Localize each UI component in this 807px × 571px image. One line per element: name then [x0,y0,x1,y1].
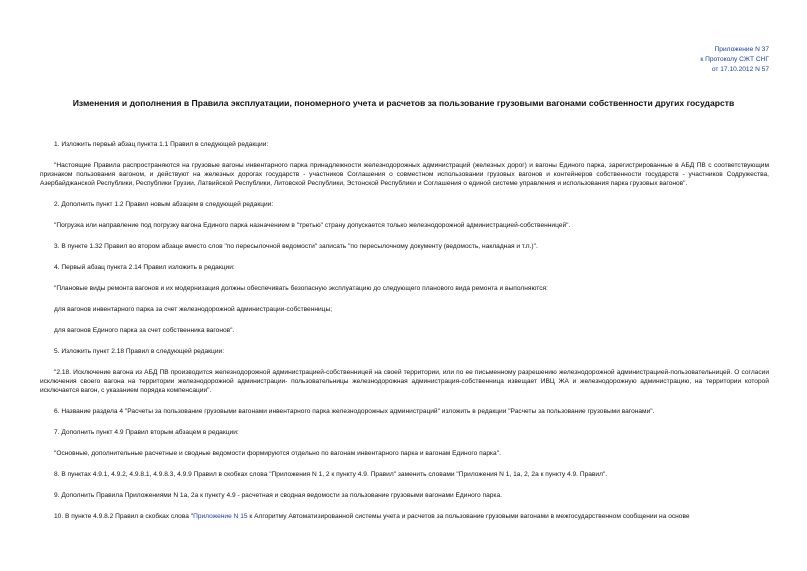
paragraph-8: для вагонов инвентарного парка за счет железнодорожной администрации-собственницы; [54,306,333,313]
appendix-15-link[interactable]: Приложение N 15 [193,513,248,520]
paragraph-17-text-start: 10. В пункте 4.9.8.2 Правил в скобках слова " [54,513,194,520]
paragraph-3: 2. Дополнить пункт 1.2 Правил новым абзацем в следующей редакции: [54,201,274,208]
paragraph-17 [40,512,769,521]
paragraph-16: 9. Дополнить Правила Приложениями N 1а, 2а к пункту 4.9 - расчетная и сводная ведомости за пользование грузовыми вагонами Единого парка. [54,492,502,499]
paragraph-1: 1. Изложить первый абзац пункта 1.1 Правил в следующей редакции: [54,141,269,148]
appendix-protocol[interactable]: к Протоколу СЖТ СНГ [700,56,769,63]
paragraph-13: 7. Дополнить пункт 4.9 Правил вторым абзацем в редакции: [54,429,239,436]
paragraph-2: "Настоящие Правила распространяются на грузовые вагоны инвентарного парка принадлежности железнодорожных администраций (железных дорог) и вагоны Единого парка, зарегистрированные в АБД ПВ с соответствующим признаком пользования вагоном, и действуют на железных дорогах государств - участников Соглашения о совместном использовании грузовых вагонов и контейнеров собственности государств - участников Содружества, Азербайджанской Республики, Республики Грузии, Латвийской Республики, Литовской Республики, Эстонской Республики и Соглашения о единой системе управления и использования парка грузовых вагонов". [40,162,769,187]
paragraph-5: 3. В пункте 1.32 Правил во втором абзаце вместо слов "по пересылочной ведомости" записать "по пересылочному документу (ведомость, накладная и т.п.)". [54,243,538,250]
appendix-number[interactable]: Приложение N 37 [714,46,769,53]
paragraph-15: 8. В пунктах 4.9.1, 4.9.2, 4.9.8.1, 4.9.8.3, 4.9.9 Правил в скобках слова "Приложения N 1, 2 к пункту 4.9. Правил" заменить словами "Приложения N 1, 1а, 2, 2а к пункту 4.9. Правил". [54,471,608,478]
paragraph-12: 6. Название раздела 4 "Расчеты за пользование грузовыми вагонами инвентарного парка железнодорожных администраций" изложить в редакции "Расчеты за пользование грузовыми вагонами". [54,408,655,415]
paragraph-11: "2.18. Исключение вагона из АБД ПВ производится железнодорожной администрацией-собственницей на своей территории, или по ее письменному разрешению железнодорожной администрацией-пользовательницей. О согласии исключения своего вагона на территории железнодорожной администрации- пользовательницы железнодорожная администрация-собственница извещает ИВЦ ЖА и железнодорожную администрацию, на территории которой исключается вагон, с указанием порядка компенсации". [40,369,769,394]
paragraph-9: для вагонов Единого парка за счет собственника вагонов". [54,327,235,334]
paragraph-4: "Погрузка или направление под погрузку вагона Единого парка назначением в "третью" страну допускается только железнодорожной администрацией-собственницей". [54,222,571,229]
paragraph-10: 5. Изложить пункт 2.18 Правил в следующей редакции: [54,348,225,355]
paragraph-6: 4. Первый абзац пункта 2.14 Правил изложить в редакции: [54,264,235,271]
document-body [40,140,769,521]
paragraph-7: "Плановые виды ремонта вагонов и их модернизация должны обеспечивать безопасную эксплуатацию до следующего планового вида ремонта и выполняются: [54,285,548,292]
appendix-date[interactable]: от 17.10.2012 N 57 [711,66,769,73]
appendix-header [700,45,769,75]
paragraph-17-text-end: к Алгоритму Автоматизированной системы учета и расчетов за пользование грузовыми вагонами в межгосударственном сообщении на основе [247,513,690,520]
paragraph-14: "Основные, дополнительные расчетные и сводные ведомости формируются отдельно по вагонам инвентарного парка и вагонам Единого парка". [54,450,501,457]
document-title: Изменения и дополнения в Правила эксплуатации, пономерного учета и расчетов за пользование грузовыми вагонами собственности других государств [72,98,735,108]
